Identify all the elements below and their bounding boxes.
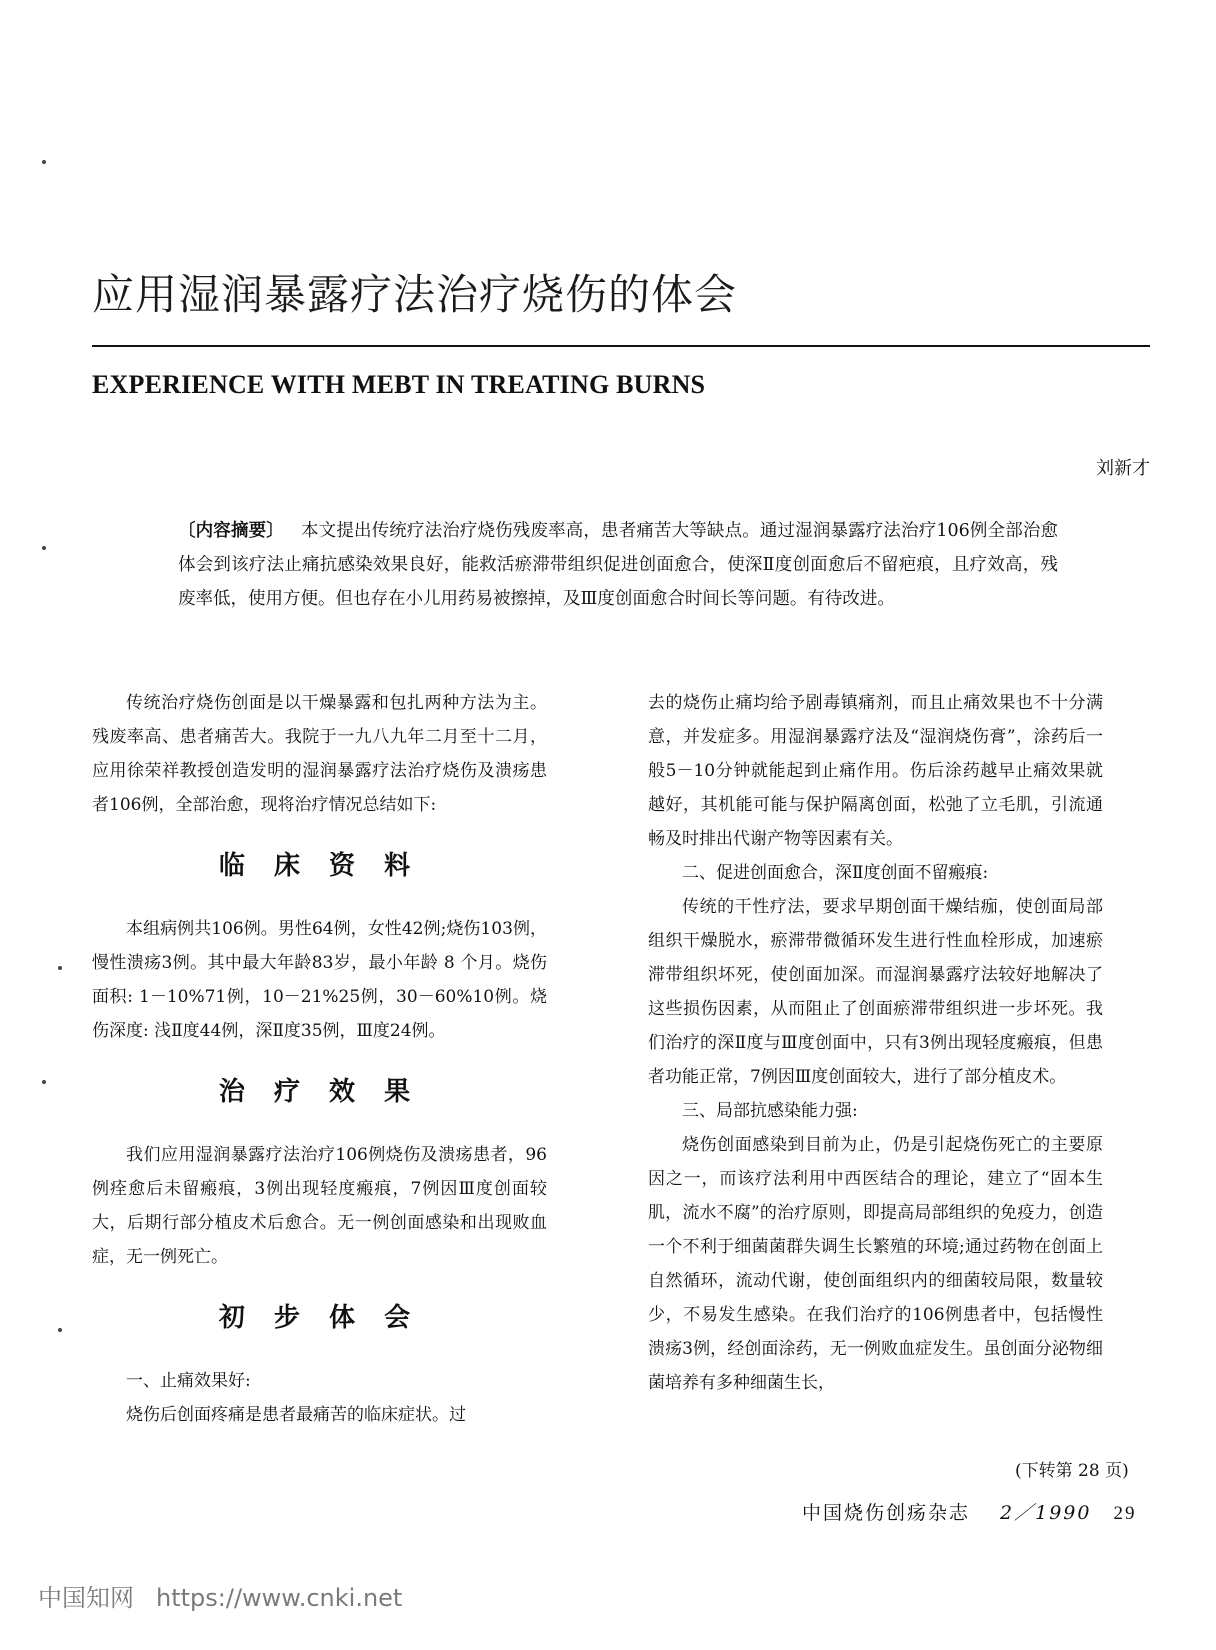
- section-heading-preliminary-experience: 初 步 体 会: [218, 1303, 421, 1333]
- scan-speck: [42, 546, 46, 550]
- page-footer: [802, 1498, 1136, 1525]
- article-title: 应用湿润暴露疗法治疗烧伤的体会: [92, 270, 738, 319]
- journal-name: 中国烧伤创疡杂志: [802, 1502, 971, 1524]
- abstract-text: 本文提出传统疗法治疗烧伤残废率高，患者痛苦大等缺点。通过湿润暴露疗法治疗106例全部治愈体会到该疗法止痛抗感染效果良好，能救活瘀滞带组织促进创面愈合，使深Ⅱ度创面愈后不留疤痕，且疗效高，残废率低，使用方便。但也存在小儿用药易被擦掉，及Ⅲ度创面愈合时间长等问题。有待改进。: [178, 521, 1058, 609]
- cnki-watermark: [38, 1578, 402, 1613]
- clinical-data-paragraph: 本组病例共106例。男性64例，女性42例;烧伤103例，慢性溃疡3例。其中最大年龄83岁，最小年龄 8 个月。烧伤面积: 1－10%71例，10－21%25例，30－60%10例。烧伤深度: 浅Ⅱ度44例，深Ⅱ度35例，Ⅲ度24例。: [92, 919, 547, 1041]
- watermark-url: https://www.cnki.net: [156, 1584, 403, 1612]
- continued-on-note: (下转第 28 页): [1015, 1461, 1129, 1481]
- abstract-label: 〔内容摘要〕: [178, 521, 284, 541]
- left-column: [92, 686, 547, 1432]
- subsection-heading-anti-infection: 三、局部抗感染能力强:: [682, 1101, 858, 1121]
- scan-speck: [42, 160, 46, 164]
- section-heading-treatment-results: 治 疗 效 果: [218, 1077, 421, 1107]
- watermark-logo-text: 中国知网: [38, 1584, 134, 1612]
- subsection-heading-wound-healing: 二、促进创面愈合，深Ⅱ度创面不留瘢痕:: [682, 863, 989, 883]
- scan-speck: [42, 1080, 46, 1084]
- scan-speck: [58, 1328, 62, 1332]
- page-number: 29: [1113, 1503, 1137, 1524]
- wound-healing-paragraph: 传统的干性疗法，要求早期创面干燥结痂，使创面局部组织干燥脱水，瘀滞带微循环发生进行性血栓形成，加速瘀滞带组织坏死，使创面加深。而湿润暴露疗法较好地解决了这些损伤因素，从而阻止了创面瘀滞带组织进一步坏死。我们治疗的深Ⅱ度与Ⅲ度创面中，只有3例出现轻度瘢痕，但患者功能正常，7例因Ⅲ度创面较大，进行了部分植皮术。: [648, 897, 1103, 1087]
- author-name: 刘新才: [1096, 458, 1150, 479]
- anti-infection-paragraph: 烧伤创面感染到目前为止，仍是引起烧伤死亡的主要原因之一，而该疗法利用中西医结合的理论，建立了“固本生肌，流水不腐”的治疗原则，即提高局部组织的免疫力，创造一个不利于细菌菌群失调生长繁殖的环境;通过药物在创面上自然循环，流动代谢，使创面组织内的细菌较局限，数量较少，不易发生感染。在我们治疗的106例患者中，包括慢性溃疡3例，经创面涂药，无一例败血症发生。虽创面分泌物细菌培养有多种细菌生长，: [648, 1135, 1103, 1393]
- section-heading-clinical-data: 临 床 资 料: [218, 851, 421, 881]
- pain-relief-continued: 去的烧伤止痛均给予剧毒镇痛剂，而且止痛效果也不十分满意，并发症多。用湿润暴露疗法及“湿润烧伤膏”，涂药后一般5－10分钟就能起到止痛作用。伤后涂药越早止痛效果就越好，其机能可能与保护隔离创面，松弛了立毛肌，引流通畅及时排出代谢产物等因素有关。: [648, 693, 1103, 849]
- treatment-results-paragraph: 我们应用湿润暴露疗法治疗106例烧伤及溃疡患者，96例痊愈后未留瘢痕，3例出现轻度瘢痕，7例因Ⅲ度创面较大，后期行部分植皮术后愈合。无一例创面感染和出现败血症，无一例死亡。: [92, 1145, 547, 1267]
- title-rule: [92, 345, 1150, 347]
- issue-number: 2／1990: [1000, 1502, 1092, 1524]
- pain-relief-paragraph: 烧伤后创面疼痛是患者最痛苦的临床症状。过: [126, 1405, 466, 1425]
- scan-speck: [58, 966, 62, 970]
- subsection-heading-pain-relief: 一、止痛效果好:: [126, 1371, 251, 1391]
- abstract: [178, 514, 1058, 616]
- right-column: [648, 686, 1103, 1400]
- english-title: EXPERIENCE WITH MEBT IN TREATING BURNS: [92, 370, 706, 399]
- intro-paragraph: 传统治疗烧伤创面是以干燥暴露和包扎两种方法为主。残废率高、患者痛苦大。我院于一九八九年二月至十二月，应用徐荣祥教授创造发明的湿润暴露疗法治疗烧伤及溃疡患者106例，全部治愈，现将治疗情况总结如下:: [92, 693, 547, 815]
